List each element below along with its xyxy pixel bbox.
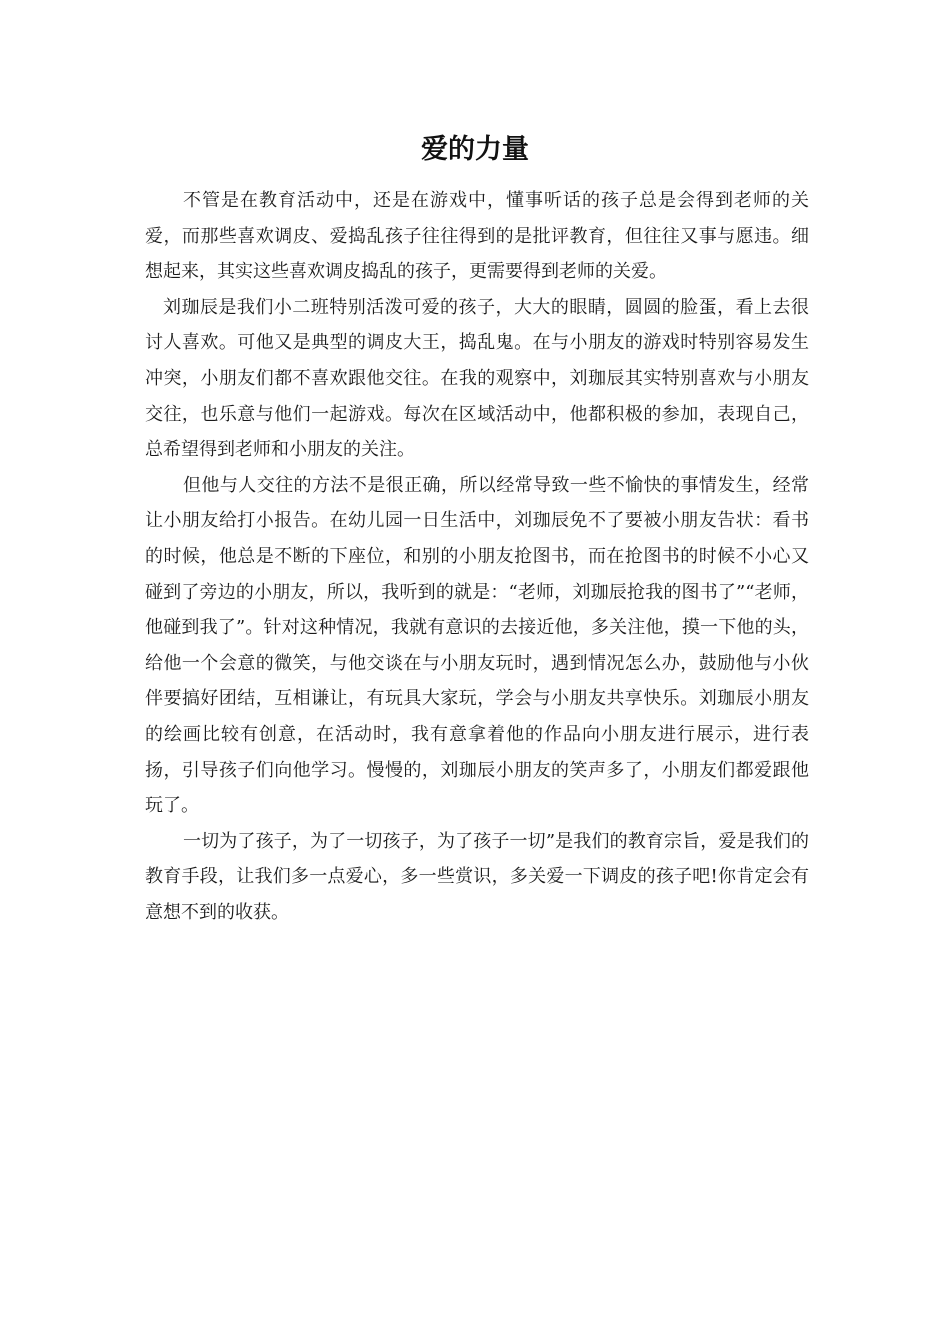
paragraph-intro: 不管是在教育活动中，还是在游戏中，懂事听话的孩子总是会得到老师的关爱，而那些喜欢调皮、爱捣乱孩子往往得到的是批评教育，但往往又事与愿违。细想起来，其实这些喜欢调皮捣乱的孩子，更需要得到老师的关爱。: [145, 190, 809, 283]
paragraph-teacher-approach: 但他与人交往的方法不是很正确，所以经常导致一些不愉快的事情发生，经常让小朋友给打小报告。在幼儿园一日生活中，刘珈辰免不了要被小朋友告状：看书的时候，他总是不断的下座位，和别的小朋友抢图书，而在抢图书的时候不小心又碰到了旁边的小朋友，所以，我听到的就是：“老师，刘珈辰抢我的图书了”“老师，他碰到我了”。针对这种情况，我就有意识的去接近他，多关注他，摸一下他的头，给他一个会意的微笑，与他交谈在与小朋友玩时，遇到情况怎么办，鼓励他与小伙伴要搞好团结，互相谦让，有玩具大家玩，学会与小朋友共享快乐。刘珈辰小朋友的绘画比较有创意，在活动时，我有意拿着他的作品向小朋友进行展示，进行表扬，引导孩子们向他学习。慢慢的，刘珈辰小朋友的笑声多了，小朋友们都爱跟他玩了。: [145, 474, 809, 817]
document-title: 爱的力量: [421, 134, 529, 165]
document-body: [145, 183, 809, 930]
paragraph-child-description: 刘珈辰是我们小二班特别活泼可爱的孩子，大大的眼睛，圆圆的脸蛋，看上去很讨人喜欢。可他又是典型的调皮大王，捣乱鬼。在与小朋友的游戏时特别容易发生冲突，小朋友们都不喜欢跟他交往。在我的观察中，刘珈辰其实特别喜欢与小朋友交往，也乐意与他们一起游戏。每次在区域活动中，他都积极的参加，表现自己，总希望得到老师和小朋友的关注。: [145, 296, 809, 461]
paragraph-conclusion: 一切为了孩子，为了一切孩子，为了孩子一切”是我们的教育宗旨，爱是我们的教育手段，让我们多一点爱心，多一些赏识，多关爱一下调皮的孩子吧!你肯定会有意想不到的收获。: [145, 830, 809, 923]
